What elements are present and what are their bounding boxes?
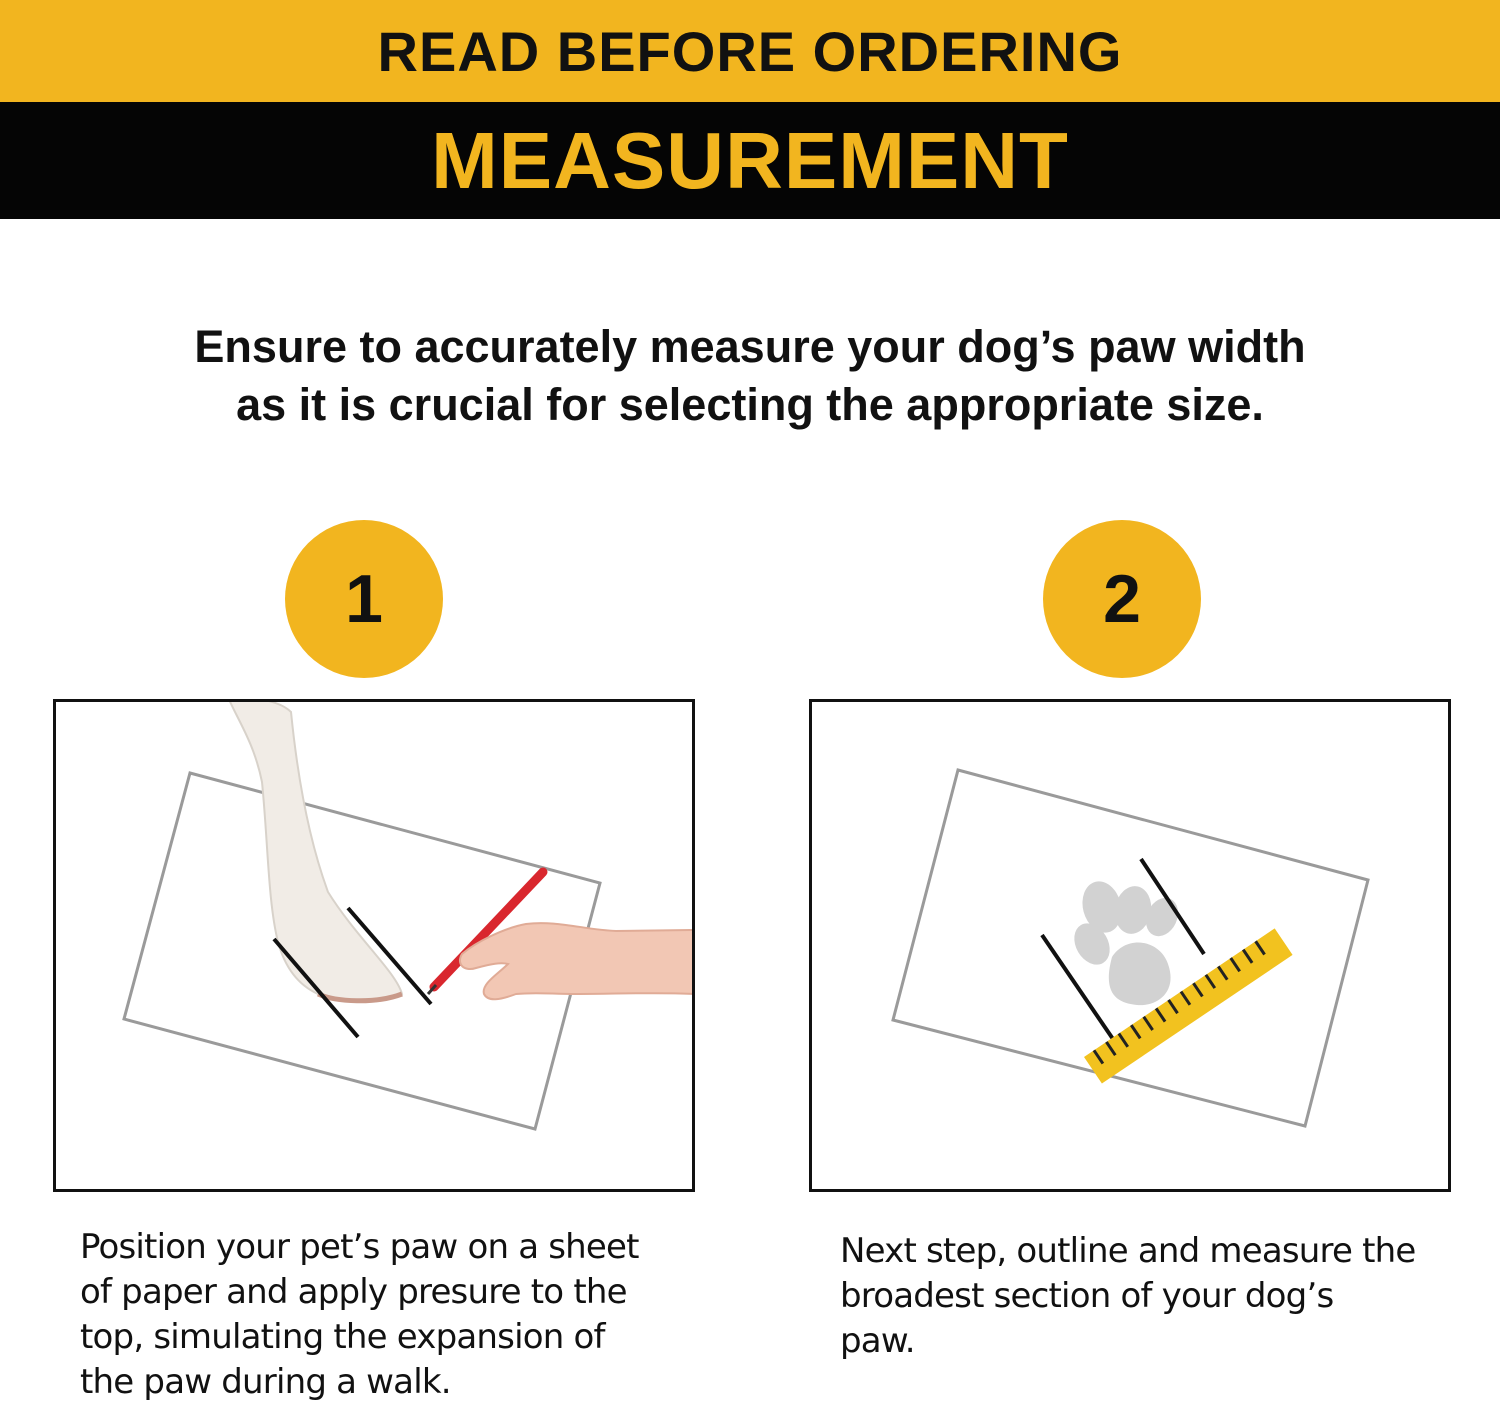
banner-bar [0,0,1500,102]
intro-text [100,318,1400,434]
step-2-illustration [809,699,1451,1192]
step-2-badge: 2 [1043,520,1201,678]
paw-on-paper-illustration [56,702,692,1189]
step-2-caption-line: paw. [840,1321,915,1361]
hand [460,923,692,999]
paw-outline-illustration [812,702,1448,1189]
step-2-caption [840,1229,1416,1364]
step-1-badge: 1 [285,520,443,678]
step-2-caption-line: Next step, outline and measure the [840,1231,1416,1271]
step-1-caption-line: Position your pet’s paw on a sheet [80,1227,639,1267]
step-1-caption-line: of paper and apply presure to the [80,1272,627,1312]
page-title: MEASUREMENT [431,115,1069,205]
intro-line-2: as it is crucial for selecting the appropriate size. [236,379,1264,430]
intro-line-1: Ensure to accurately measure your dog’s paw width [194,321,1306,372]
title-bar [0,102,1500,219]
step-1-caption [80,1225,639,1405]
step-2-caption-line: broadest section of your dog’s [840,1276,1334,1316]
step-1-illustration [53,699,695,1192]
step-1-caption-line: the paw during a walk. [80,1362,451,1402]
step-1-caption-line: top, simulating the expansion of [80,1317,605,1357]
banner-text: READ BEFORE ORDERING [377,19,1123,83]
